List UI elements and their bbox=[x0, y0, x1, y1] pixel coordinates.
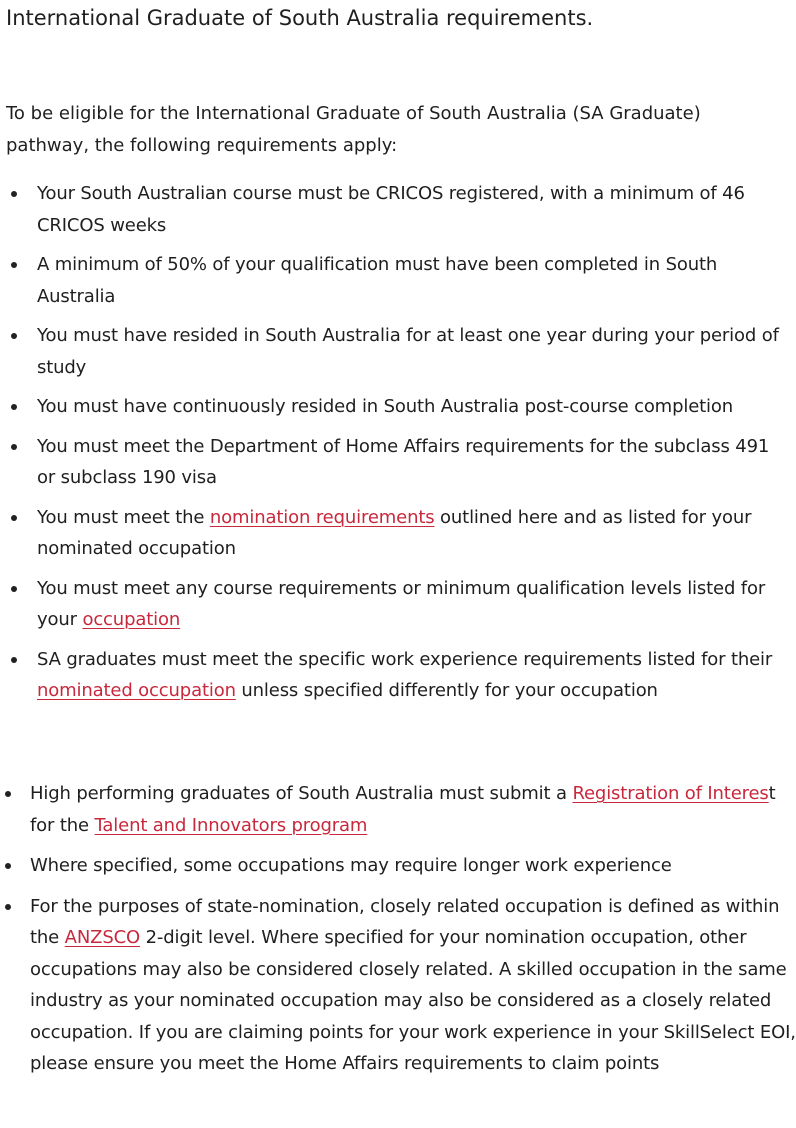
list-item bbox=[0, 391, 790, 423]
item-text: You must meet any course requirements or minimum qualification levels listed for your bbox=[37, 577, 766, 630]
item-text: You must meet the Department of Home Affairs requirements for the subclass 491 or subclass 190 visa bbox=[37, 435, 770, 488]
nomination-requirements-link[interactable]: nomination requirements bbox=[209, 506, 435, 528]
list-item bbox=[0, 644, 790, 707]
list-item bbox=[0, 850, 796, 882]
additional-requirements-list bbox=[0, 778, 796, 1089]
list-item bbox=[0, 431, 790, 494]
item-text: You must meet the bbox=[37, 506, 210, 528]
item-text: A minimum of 50% of your qualification must have been completed in South Australia bbox=[37, 254, 718, 307]
talent-and-innovators-program-link[interactable]: Talent and Innovators program bbox=[94, 814, 368, 836]
list-item bbox=[0, 178, 790, 241]
item-text: You must have continuously resided in South Australia post-course completion bbox=[37, 396, 733, 417]
list-item bbox=[0, 778, 796, 841]
requirements-list bbox=[0, 178, 790, 715]
item-text: Where specified, some occupations may require longer work experience bbox=[30, 855, 672, 876]
list-item bbox=[0, 320, 790, 383]
item-text: 2-digit level. Where specified for your nomination occupation, other occupations may also be considered closely related. A skilled occupation in the same industry as your nominated occupation may also be considered as a closely related occupation. If you are claiming points for your work experience in your SkillSelect EOI, please ensure you meet the Home Affairs requirements to claim points bbox=[30, 927, 796, 1074]
item-text: t for the bbox=[30, 783, 776, 836]
list-item bbox=[0, 249, 790, 312]
occupation-link[interactable]: occupation bbox=[82, 609, 181, 630]
item-text: Your South Australian course must be CRICOS registered, with a minimum of 46 CRICOS weeks bbox=[37, 183, 745, 236]
registration-of-interest-link[interactable]: Registration of Interes bbox=[572, 783, 769, 804]
list-item bbox=[0, 502, 790, 565]
item-text: You must have resided in South Australia for at least one year during your period of study bbox=[37, 325, 779, 378]
anzsco-link[interactable]: ANZSCO bbox=[64, 927, 141, 948]
intro-paragraph: To be eligible for the International Graduate of South Australia (SA Graduate) pathway, the following requirements apply: bbox=[6, 103, 701, 156]
list-item bbox=[0, 573, 790, 636]
nominated-occupation-link[interactable]: nominated occupation bbox=[37, 680, 236, 701]
item-text: unless specified differently for your occupation bbox=[235, 680, 658, 701]
item-text: High performing graduates of South Australia must submit a bbox=[30, 783, 573, 804]
list-item bbox=[0, 891, 796, 1080]
item-text: For the purposes of state-nomination, closely related occupation is defined as within the bbox=[30, 895, 780, 948]
item-text: outlined here and as listed for your nominated occupation bbox=[37, 506, 752, 559]
page-title: International Graduate of South Australia requirements. bbox=[6, 6, 594, 30]
item-text: SA graduates must meet the specific work experience requirements listed for their bbox=[37, 648, 773, 670]
